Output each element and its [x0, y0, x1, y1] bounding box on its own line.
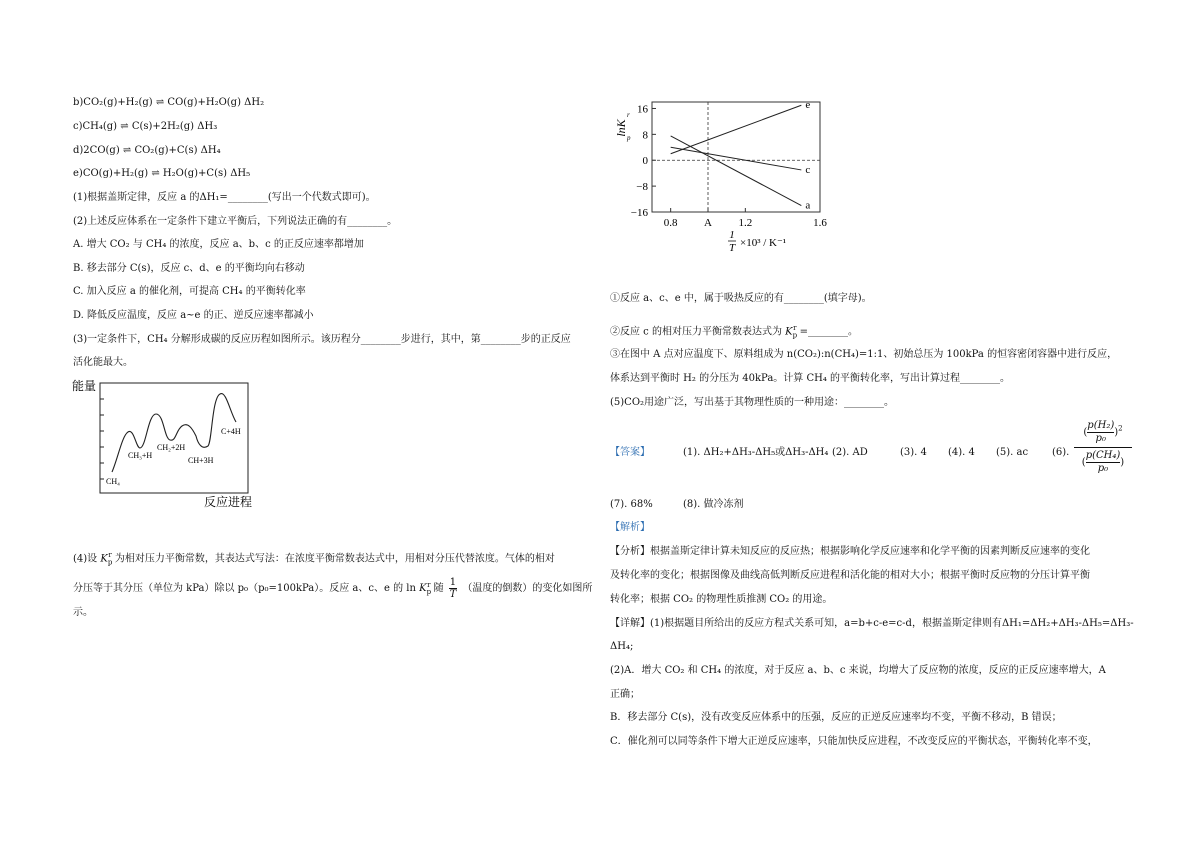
- energy-profile-diagram: [70, 376, 260, 512]
- answer-4: (4). 4: [948, 447, 975, 458]
- question-3-line2: 活化能最大。: [73, 357, 133, 368]
- svg-text:1: 1: [729, 229, 735, 241]
- answer-1: (1). ΔH₂+ΔH₃-ΔH₅或ΔH₃-ΔH₄: [683, 447, 829, 458]
- right-question-3-line1: ③在图中 A 点对应温度下、原料组成为 n(CO₂):n(CH₄)=1:1、初始总压为 100kPa 的恒容密闭容器中进行反应，: [610, 349, 1118, 360]
- label-c-4h: C+4H: [221, 427, 241, 436]
- y-tick-label: 16: [637, 103, 648, 116]
- right-question-2: ②反应 c 的相对压力平衡常数表达式为 $K_p^r$ =________。: [610, 324, 859, 340]
- answer-7: (7). 68%: [610, 499, 653, 510]
- frac-top-numerator: p(H₂): [1087, 420, 1115, 431]
- svg-text:lnK: lnK: [614, 119, 628, 137]
- analysis-line3: 转化率；根据 CO₂ 的物理性质推测 CO₂ 的用途。: [610, 594, 833, 605]
- answer-2: (2). AD: [832, 447, 868, 458]
- label-ch4: CH₄: [106, 477, 120, 486]
- detail-2c: C．催化剂可以同等条件下增大正逆反应速率，只能加快反应进程，不改变反应的平衡状态，平衡转化率不变，: [610, 736, 1098, 747]
- option-c: C. 加入反应 a 的催化剂，可提高 CH₄ 的平衡转化率: [73, 286, 306, 297]
- label-ch3-h: CH₃+H: [128, 451, 153, 460]
- energy-axis-label: 能量: [72, 379, 97, 393]
- analysis-line2: 及转化率的变化；根据图像及曲线高低判断反应进程和活化能的相对大小；根据平衡时反应物的分压计算平衡: [610, 570, 1090, 581]
- frac-bottom-denominator: p₀: [1097, 463, 1109, 474]
- y-tick-label: −16: [630, 207, 648, 219]
- answer-8: (8). 做冷冻剂: [683, 499, 744, 510]
- frac-bottom-numerator: p(CH₄): [1085, 450, 1121, 461]
- energy-curve: [112, 394, 236, 472]
- label-ch2-2h: CH₂+2H: [157, 443, 186, 452]
- right-question-1: ①反应 a、c、e 中，属于吸热反应的有________(填字母)。: [610, 293, 872, 304]
- svg-text:×10³ / K⁻¹: ×10³ / K⁻¹: [740, 237, 787, 249]
- series-line-a: [671, 136, 802, 206]
- answer-3: (3). 4: [900, 447, 927, 458]
- detail-line1: 【详解】(1)根据题目所给出的反应方程式关系可知，a=b+c-e=c-d，根据盖斯定律则有ΔH₁=ΔH₂+ΔH₃-ΔH₅=ΔH₃-: [610, 618, 1134, 629]
- equation-b: b)CO₂(g)+H₂(g) ⇌ CO(g)+H₂O(g) ΔH₂: [73, 97, 265, 108]
- right-question-5: (5)CO₂用途广泛，写出基于其物理性质的一种用途：________。: [610, 397, 895, 408]
- analysis-tag: 【解析】: [610, 522, 650, 533]
- svg-text:p: p: [627, 134, 631, 142]
- answer-tag: 【答案】: [610, 447, 650, 458]
- y-tick-label: 0: [642, 155, 648, 168]
- x-tick-label: 1.6: [813, 217, 827, 229]
- kp-symbol: K: [100, 553, 108, 565]
- detail-line2: ΔH₄;: [610, 641, 634, 652]
- x-tick-label: A: [704, 217, 712, 229]
- series-label-c: c: [805, 163, 811, 176]
- detail-2a-line2: 正确；: [610, 689, 640, 700]
- question-3-line1: (3)一定条件下，CH₄ 分解形成碳的反应历程如图所示。该历程分________步进行，其中，第________步的正反应: [73, 334, 571, 345]
- question-4-line1: (4)设 $K_p^r$ 为相对压力平衡常数，其表达式写法：在浓度平衡常数表达式中，用相对分压代替浓度。气体的相对: [73, 551, 555, 567]
- kp-fraction-expression: ( $\frac{\text{p(H₂)}}{\text{p₀}}$ )$^2$ ( $\frac{\text{p(CH₄)}}{\text{p₀}}$ ): [1074, 420, 1132, 475]
- label-ch-3h: CH+3H: [188, 456, 214, 465]
- equation-c: c)CH₄(g) ⇌ C(s)+2H₂(g) ΔH₃: [73, 121, 218, 132]
- inverse-temperature-fraction: $\frac{1}{T}$: [449, 577, 457, 600]
- detail-2a-line1: (2)A．增大 CO₂ 和 CH₄ 的浓度，对于反应 a、b、c 来说，均增大了反应物的浓度，反应的正反应速率增大，A: [610, 665, 1106, 676]
- equation-d: d)2CO(g) ⇌ CO₂(g)+C(s) ΔH₄: [73, 145, 221, 156]
- question-4-line3: 示。: [73, 607, 93, 618]
- question-1: (1)根据盖斯定律，反应 a 的ΔH₁=________(写出一个代数式即可)。: [73, 192, 376, 203]
- right-question-3-line2: 体系达到平衡时 H₂ 的分压为 40kPa。计算 CH₄ 的平衡转化率，写出计算过程________。: [610, 373, 1011, 384]
- svg-text:T: T: [728, 242, 736, 254]
- answer-5: (5). ac: [996, 447, 1029, 458]
- x-tick-label: 1.2: [738, 217, 753, 229]
- series-line-c: [671, 147, 802, 170]
- y-tick-label: 8: [642, 129, 648, 142]
- y-tick-label: −8: [636, 181, 648, 194]
- svg-text:r: r: [627, 111, 630, 119]
- answer-6-label: (6).: [1052, 447, 1070, 458]
- x-axis-title: [728, 229, 786, 254]
- x-tick-label: 0.8: [663, 217, 678, 229]
- progress-axis-label: 反应进程: [204, 495, 253, 509]
- series-label-e: e: [805, 99, 811, 112]
- question-2: (2)上述反应体系在一定条件下建立平衡后，下列说法正确的有________。: [73, 216, 398, 227]
- question-4-line2: 分压等于其分压（单位为 kPa）除以 p₀（p₀=100kPa）。反应 a、c、e 的 $\ln K_p^r$ 随 $\frac{1}{T}$ （温度的倒数）的变化如图所: [73, 577, 593, 600]
- series-label-a: a: [805, 199, 811, 212]
- option-a: A. 增大 CO₂ 与 CH₄ 的浓度，反应 a、b、c 的正反应速率都增加: [73, 239, 364, 250]
- lnkp-vs-inverse-temperature-chart: [600, 95, 840, 265]
- frac-top-denominator: p₀: [1095, 433, 1106, 444]
- option-b: B. 移去部分 C(s)，反应 c、d、e 的平衡均向右移动: [73, 263, 305, 274]
- option-d: D. 降低反应温度，反应 a~e 的正、逆反应速率都减小: [73, 310, 314, 321]
- detail-2b: B．移去部分 C(s)，没有改变反应体系中的压强，反应的正逆反应速率均不变，平衡不移动，B 错误；: [610, 712, 1062, 723]
- y-axis-title: [614, 118, 628, 136]
- equation-e: e)CO(g)+H₂(g) ⇌ H₂O(g)+C(s) ΔH₅: [73, 168, 251, 179]
- analysis-line1: 【分析】根据盖斯定律计算未知反应的反应热；根据影响化学反应速率和化学平衡的因素判断反应速率的变化: [610, 546, 1090, 557]
